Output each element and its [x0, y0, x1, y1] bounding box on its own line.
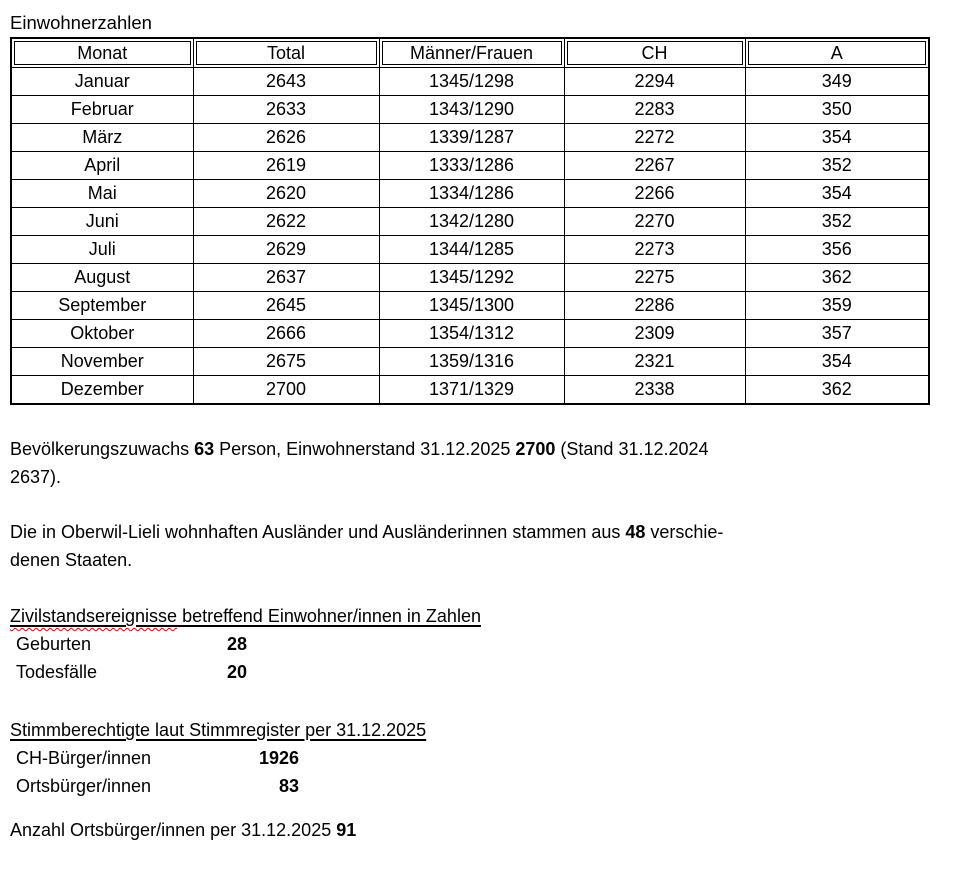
- table-cell: März: [11, 124, 193, 152]
- table-cell: 359: [745, 292, 929, 320]
- table-cell: 354: [745, 348, 929, 376]
- population-table: [10, 37, 930, 405]
- table-row-januar: [11, 68, 929, 96]
- table-cell: 1354/1312: [379, 320, 564, 348]
- table-cell: 2637: [193, 264, 379, 292]
- column-header-label: Total: [196, 41, 377, 65]
- growth-text-line2: 2637).: [10, 467, 62, 487]
- table-cell: 1334/1286: [379, 180, 564, 208]
- column-header-ch: [564, 38, 745, 68]
- table-cell: 2267: [564, 152, 745, 180]
- deaths-value: 20: [227, 662, 248, 682]
- page-title: Einwohnerzahlen: [10, 12, 152, 33]
- civil-status-heading: [10, 602, 967, 630]
- table-cell: 2321: [564, 348, 745, 376]
- table-cell: 2675: [193, 348, 379, 376]
- table-cell: 1345/1298: [379, 68, 564, 96]
- table-cell: 350: [745, 96, 929, 124]
- deaths-label: Todesfälle: [16, 662, 98, 682]
- deaths-row: [10, 658, 967, 686]
- column-header-label: Männer/Frauen: [382, 41, 562, 65]
- growth-count-bold: 63: [194, 439, 215, 459]
- table-cell: 2294: [564, 68, 745, 96]
- table-cell: 1344/1285: [379, 236, 564, 264]
- table-cell: September: [11, 292, 193, 320]
- table-cell: Februar: [11, 96, 193, 124]
- births-value: 28: [227, 634, 248, 654]
- table-cell: 2700: [193, 376, 379, 405]
- growth-text: (Stand 31.12.2024: [555, 439, 709, 459]
- table-cell: 2309: [564, 320, 745, 348]
- column-header-maenner-frauen: [379, 38, 564, 68]
- foreigners-text: Die in Oberwil-Lieli wohnhaften Ausländer und Ausländerinnen stammen aus: [10, 522, 626, 542]
- births-label: Geburten: [16, 634, 92, 654]
- table-cell: 2626: [193, 124, 379, 152]
- column-header-total: [193, 38, 379, 68]
- table-cell: 2266: [564, 180, 745, 208]
- table-cell: 2645: [193, 292, 379, 320]
- table-cell: Juli: [11, 236, 193, 264]
- table-row-september: [11, 292, 929, 320]
- population-2025-bold: 2700: [515, 439, 556, 459]
- citizens-count-bold: 91: [336, 820, 357, 840]
- table-cell: Oktober: [11, 320, 193, 348]
- column-header-monat: [11, 38, 193, 68]
- table-row-mai: [11, 180, 929, 208]
- table-cell: 2275: [564, 264, 745, 292]
- table-cell: 2620: [193, 180, 379, 208]
- table-row-dezember: [11, 376, 929, 405]
- table-cell: 2270: [564, 208, 745, 236]
- local-citizens-value: 83: [278, 776, 299, 796]
- table-cell: 2629: [193, 236, 379, 264]
- table-header-row: [11, 38, 929, 68]
- table-row-november: [11, 348, 929, 376]
- foreigners-paragraph: [10, 518, 967, 574]
- table-cell: 2283: [564, 96, 745, 124]
- growth-paragraph: [10, 435, 967, 491]
- table-cell: 1371/1329: [379, 376, 564, 405]
- voters-heading: Stimmberechtigte laut Stimmregister per 31.12.2025: [10, 720, 427, 740]
- table-cell: 356: [745, 236, 929, 264]
- table-row-april: [11, 152, 929, 180]
- civil-status-heading-rest: betreffend Einwohner/innen in Zahlen: [177, 606, 481, 626]
- table-cell: 2633: [193, 96, 379, 124]
- table-cell: 2666: [193, 320, 379, 348]
- local-citizens-row: [10, 772, 967, 800]
- table-cell: 362: [745, 264, 929, 292]
- civil-status-heading-spellcheck-word: Zivilstandsereignisse: [10, 606, 178, 626]
- table-row-februar: [11, 96, 929, 124]
- table-cell: 354: [745, 124, 929, 152]
- table-cell: Januar: [11, 68, 193, 96]
- table-row-oktober: [11, 320, 929, 348]
- table-cell: 2619: [193, 152, 379, 180]
- local-citizens-count-line: [10, 816, 967, 844]
- column-header-label: Monat: [14, 41, 191, 65]
- table-cell: 1343/1290: [379, 96, 564, 124]
- table-cell: 349: [745, 68, 929, 96]
- column-header-a: [745, 38, 929, 68]
- table-cell: 2272: [564, 124, 745, 152]
- table-cell: 352: [745, 152, 929, 180]
- table-row-juli: [11, 236, 929, 264]
- citizens-text: Anzahl Ortsbürger/innen per 31.12.2025: [10, 820, 337, 840]
- table-cell: 2643: [193, 68, 379, 96]
- table-cell: Dezember: [11, 376, 193, 405]
- table-cell: Juni: [11, 208, 193, 236]
- local-citizens-label: Ortsbürger/innen: [16, 776, 152, 796]
- table-cell: 1339/1287: [379, 124, 564, 152]
- table-cell: 1345/1300: [379, 292, 564, 320]
- growth-text: Person, Einwohnerstand 31.12.2025: [214, 439, 516, 459]
- column-header-label: A: [748, 41, 927, 65]
- table-cell: 362: [745, 376, 929, 405]
- foreigners-text: verschie-: [645, 522, 724, 542]
- table-cell: 357: [745, 320, 929, 348]
- states-count-bold: 48: [625, 522, 646, 542]
- table-cell: 354: [745, 180, 929, 208]
- ch-citizens-label: CH-Bürger/innen: [16, 748, 152, 768]
- table-cell: 2338: [564, 376, 745, 405]
- growth-text: Bevölkerungszuwachs: [10, 439, 195, 459]
- table-cell: 2286: [564, 292, 745, 320]
- table-cell: November: [11, 348, 193, 376]
- column-header-label: CH: [567, 41, 743, 65]
- table-row-august: [11, 264, 929, 292]
- table-cell: 1345/1292: [379, 264, 564, 292]
- ch-citizens-value: 1926: [258, 748, 299, 768]
- table-cell: 1342/1280: [379, 208, 564, 236]
- foreigners-text-line2: denen Staaten.: [10, 550, 133, 570]
- table-cell: August: [11, 264, 193, 292]
- table-cell: 2273: [564, 236, 745, 264]
- table-row-maerz: [11, 124, 929, 152]
- table-cell: 2622: [193, 208, 379, 236]
- table-cell: 352: [745, 208, 929, 236]
- table-cell: 1333/1286: [379, 152, 564, 180]
- table-row-juni: [11, 208, 929, 236]
- table-cell: 1359/1316: [379, 348, 564, 376]
- births-row: [10, 630, 967, 658]
- ch-citizens-row: [10, 744, 967, 772]
- table-cell: Mai: [11, 180, 193, 208]
- table-cell: April: [11, 152, 193, 180]
